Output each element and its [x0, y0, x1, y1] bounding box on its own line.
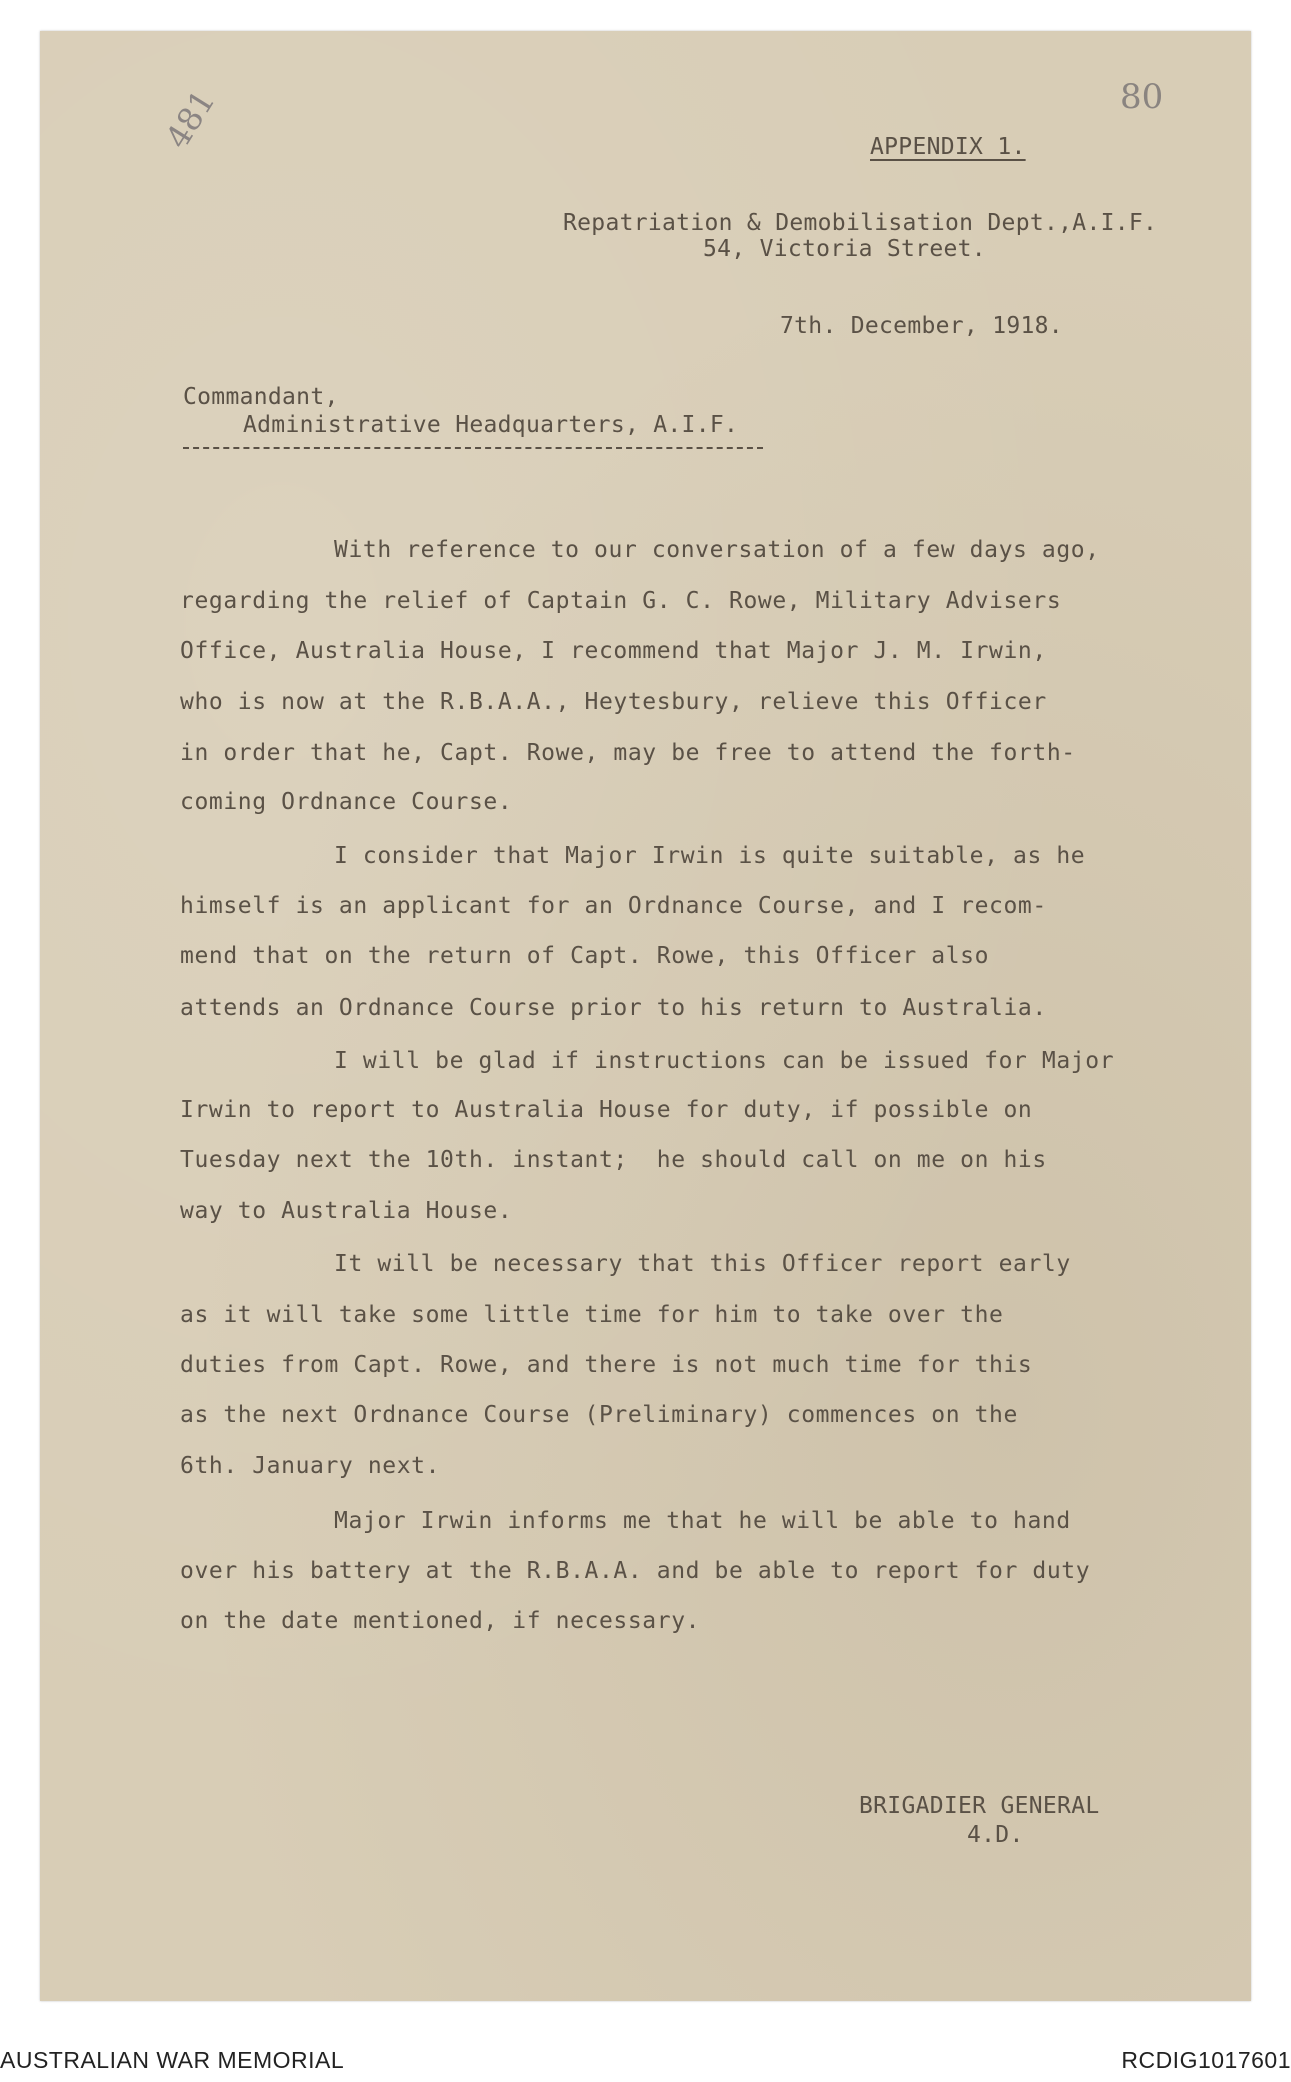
body-line: Office, Australia House, I recommend that Major J. M. Irwin,	[180, 638, 1047, 664]
letter-date: 7th. December, 1918.	[780, 313, 1063, 339]
body-line: Major Irwin informs me that he will be able to hand	[334, 1508, 1071, 1534]
body-line: duties from Capt. Rowe, and there is not much time for this	[180, 1352, 1033, 1378]
body-line: attends an Ordnance Course prior to his return to Australia.	[180, 995, 1047, 1021]
addressee-line-2: Administrative Headquarters, A.I.F.	[243, 412, 739, 438]
body-line: 6th. January next.	[180, 1453, 441, 1479]
body-line: on the date mentioned, if necessary.	[180, 1608, 701, 1634]
body-line: way to Australia House.	[180, 1198, 513, 1224]
body-line: It will be necessary that this Officer report early	[334, 1251, 1071, 1277]
archive-name: AUSTRALIAN WAR MEMORIAL	[0, 2047, 345, 2073]
body-line: mend that on the return of Capt. Rowe, this Officer also	[180, 943, 990, 969]
body-line: himself is an applicant for an Ordnance Course, and I recom-	[180, 893, 1047, 919]
body-line: Irwin to report to Australia House for duty, if possible on	[180, 1097, 1033, 1123]
appendix-heading: APPENDIX 1.	[870, 134, 1026, 160]
body-line: I will be glad if instructions can be issued for Major	[334, 1048, 1115, 1074]
body-line: over his battery at the R.B.A.A. and be able to report for duty	[180, 1558, 1091, 1584]
body-line: as the next Ordnance Course (Preliminary) commences on the	[180, 1402, 1018, 1428]
sender-line-2: 54, Victoria Street.	[703, 236, 986, 262]
body-line: in order that he, Capt. Rowe, may be free to attend the forth-	[180, 740, 1076, 766]
archive-reference: RCDIG1017601	[1121, 2047, 1291, 2073]
signature-department: 4.D.	[967, 1822, 1024, 1848]
page-number: 80	[1120, 77, 1164, 117]
signature-title: BRIGADIER GENERAL	[859, 1793, 1100, 1819]
folio-number-stamp: 481	[158, 83, 223, 156]
addressee-rule	[183, 447, 763, 449]
sender-line-1: Repatriation & Demobilisation Dept.,A.I.F.	[563, 210, 1158, 236]
body-line: coming Ordnance Course.	[180, 789, 513, 815]
body-line: I consider that Major Irwin is quite suitable, as he	[334, 843, 1086, 869]
body-line: as it will take some little time for him to take over the	[180, 1302, 1004, 1328]
body-line: regarding the relief of Captain G. C. Rowe, Military Advisers	[180, 588, 1062, 614]
body-line: who is now at the R.B.A.A., Heytesbury, relieve this Officer	[180, 689, 1047, 715]
addressee-line-1: Commandant,	[183, 384, 339, 410]
body-line: Tuesday next the 10th. instant; he should call on me on his	[180, 1147, 1047, 1173]
body-line: With reference to our conversation of a few days ago,	[334, 537, 1100, 563]
